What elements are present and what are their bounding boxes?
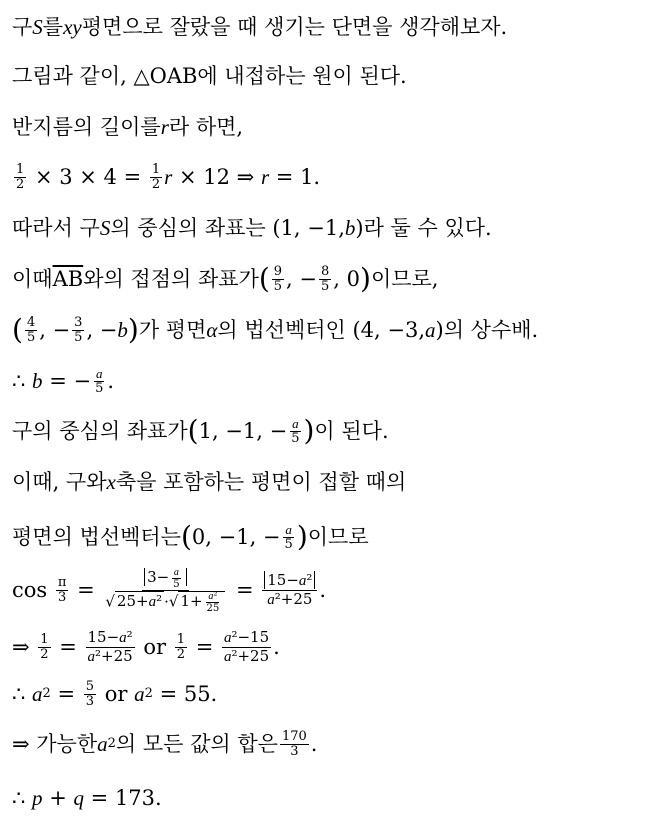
line-6-tangent-point: 이때 $\overline{AB}$ 와의 접점의 좌표가 ( $\frac{9}{5}$ , − $\frac{8}{5}$ , 0 ) 이므로, xyxy=(12,262,439,295)
segment-ab: $\overline{AB}$ xyxy=(52,267,84,291)
line-5: 따라서 구 S 의 중심의 좌표는 (1, −1, b )라 둘 수 있다. xyxy=(12,216,492,240)
line-11-plane-normal: 평면의 법선벡터는 ( 0, −1, − $\frac{a}{5}$ ) 이므로 xyxy=(12,520,369,553)
line-4-area-equation: $\frac{1}{2}$ × 3 × 4 = $\frac{1}{2}$ r × 12 ⇒ r = 1. xyxy=(16,161,321,192)
fraction-half: $\frac{1}{2}$ xyxy=(151,161,161,192)
line-14: ∴ a 2 = $\frac{5}{3}$ or a 2 = 55. xyxy=(12,678,218,709)
line-13: ⇒ $\frac{1}{2}$ = $\frac{\text{15−a²}}{\text{a²+25}}$ or $\frac{1}{2}$ = $\frac{\text{a²−15}}{\text{a²+25}}$ . xyxy=(12,627,280,665)
fraction-half: $\frac{1}{2}$ xyxy=(16,161,25,192)
line-2: 그림과 같이, △OAB에 내접하는 원이 된다. xyxy=(12,64,407,88)
line-12-cosine-formula: cos $\frac{\pi}{3}$ = 3− $\frac{a}{5}$ √ 25+a² ·√ 1+ $\frac{\text{a²}}{25}$ = $\frac{\text{15−a²}}{\text{a²+25}}$ . xyxy=(12,566,327,614)
line-7-normal-vector: ( $\frac{4}{5}$ , − $\frac{3}{5}$ , − b ) 가 평면 α 의 법선벡터인 (4, −3, a )의 상수배. xyxy=(12,313,539,346)
line-10: 이때, 구와 x 축을 포함하는 평면이 접할 때의 xyxy=(12,470,407,494)
line-9-sphere-center: 구의 중심의 좌표가 ( 1, −1, − $\frac{a}{5}$ ) 이 된다. xyxy=(12,414,389,447)
line-8: ∴ b = − $\frac{a}{5}$ . xyxy=(12,365,115,396)
line-15-sum: ⇒ 가능한 a 2 의 모든 값의 합은 $\frac{170}{3}$ . xyxy=(12,728,318,759)
cosine-fraction: 3− $\frac{a}{5}$ √ 25+a² ·√ 1+ $\frac{\text{a²}}{25}$ xyxy=(103,567,227,614)
line-1: 구 S 를 xy 평면으로 잘랐을 때 생기는 단면을 생각해보자. xyxy=(12,15,508,39)
line-3: 반지름의 길이를 r 라 하면, xyxy=(12,115,244,139)
line-16-answer: ∴ p + q = 173. xyxy=(12,786,162,810)
